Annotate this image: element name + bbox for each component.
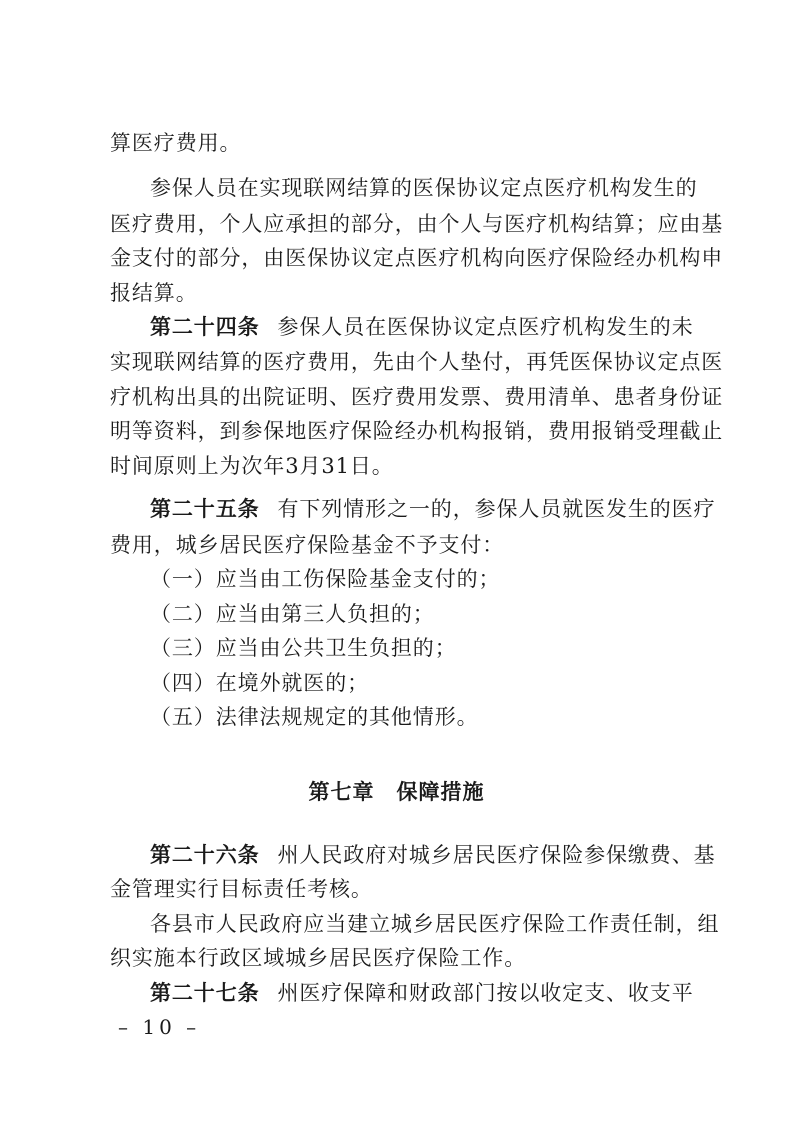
body-line: 算医疗费用。	[110, 131, 242, 155]
list-item: （一）应当由工伤保险基金支付的；	[150, 567, 501, 591]
article-25-heading: 第二十五条	[150, 497, 260, 521]
article-27-heading: 第二十七条	[150, 981, 260, 1005]
body-line: 参保人员在实现联网结算的医保协议定点医疗机构发生的	[150, 176, 698, 200]
body-line: 各县市人民政府应当建立城乡居民医疗保险工作责任制，组	[150, 912, 720, 936]
body-line: 州医疗保障和财政部门按以收定支、收支平	[277, 981, 694, 1005]
body-line: 金支付的部分，由医保协议定点医疗机构向医疗保险经办机构申	[110, 246, 724, 270]
body-line: 费用，城乡居民医疗保险基金不予支付：	[110, 533, 505, 557]
article-24-heading: 第二十四条	[150, 315, 260, 339]
article-25-first-line	[150, 494, 730, 524]
body-line: 金管理实行目标责任考核。	[110, 877, 373, 901]
article-26-first-line	[150, 840, 730, 870]
body-line: 时间原则上为次年3月31日。	[110, 454, 394, 478]
body-line: 有下列情形之一的，参保人员就医发生的医疗	[277, 497, 716, 521]
body-line: 医疗费用，个人应承担的部分，由个人与医疗机构结算；应由基	[110, 212, 724, 236]
body-line: 织实施本行政区域城乡居民医疗保险工作。	[110, 946, 527, 970]
chapter-heading	[0, 777, 793, 807]
body-line: 明等资料，到参保地医疗保险经办机构报销，费用报销受理截止	[110, 419, 724, 443]
list-item: （二）应当由第三人负担的；	[150, 602, 435, 626]
article-24-first-line	[150, 312, 730, 342]
body-line: 州人民政府对城乡居民医疗保险参保缴费、基	[277, 843, 716, 867]
body-line: 疗机构出具的出院证明、医疗费用发票、费用清单、患者身份证	[110, 385, 724, 409]
chapter-title: 保障措施	[396, 780, 485, 804]
chapter-number: 第七章	[308, 780, 375, 804]
body-line: 参保人员在医保协议定点医疗机构发生的未	[277, 315, 694, 339]
body-line: 实现联网结算的医疗费用，先由个人垫付，再凭医保协议定点医	[110, 350, 724, 374]
list-item: （五）法律法规规定的其他情形。	[150, 705, 479, 729]
list-item: （三）应当由公共卫生负担的；	[150, 636, 457, 660]
article-26-heading: 第二十六条	[150, 843, 260, 867]
page-number: – 10 –	[118, 1015, 201, 1039]
article-27-first-line	[150, 978, 730, 1008]
list-item: （四）在境外就医的；	[150, 671, 369, 695]
body-line: 报结算。	[110, 281, 198, 305]
